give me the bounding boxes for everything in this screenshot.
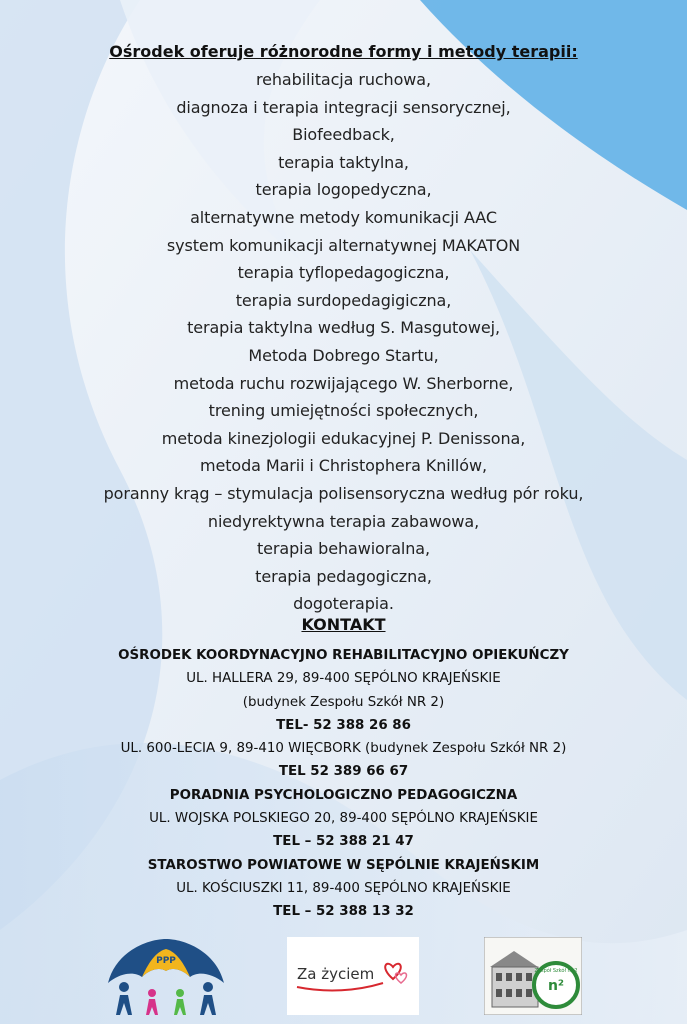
therapy-item: terapia behawioralna, xyxy=(256,539,431,559)
therapy-item: poranny krąg – stymulacja polisensoryczna według pór roku, xyxy=(103,483,584,503)
svg-text:n²: n² xyxy=(547,978,565,994)
contact-line: UL. WOJSKA POLSKIEGO 20, 89-400 SĘPÓLNO KRAJEŃSKIE xyxy=(149,811,538,827)
contact-line: (budynek Zespołu Szkół NR 2) xyxy=(242,694,445,710)
contact-line: TEL – 52 388 21 47 xyxy=(273,834,414,850)
contact-line: UL. KOŚCIUSZKI 11, 89-400 SĘPÓLNO KRAJEŃSKIE xyxy=(176,880,511,896)
therapy-item: terapia taktylna, xyxy=(278,152,409,172)
school-logo xyxy=(484,937,582,1015)
ppp-logo-text: PPP xyxy=(156,956,176,966)
ppp-logo xyxy=(102,937,230,1015)
contact-heading: KONTAKT xyxy=(301,615,386,634)
za-zyciem-text: Za życiem xyxy=(297,965,375,983)
therapy-item: alternatywne metody komunikacji AAC xyxy=(190,207,497,227)
contact-list xyxy=(0,644,687,924)
contact-line: STAROSTWO POWIATOWE W SĘPÓLNIE KRAJEŃSKIM xyxy=(147,857,540,873)
therapy-item: trening umiejętności społecznych, xyxy=(208,401,479,421)
contact-line: PORADNIA PSYCHOLOGICZNO PEDAGOGICZNA xyxy=(169,787,518,803)
school-logo-text: Zespół Szkół nr 2 xyxy=(534,968,578,974)
therapy-item: terapia logopedyczna, xyxy=(255,180,432,200)
therapy-item: terapia surdopedagigiczna, xyxy=(235,290,452,310)
za-zyciem-logo xyxy=(287,937,419,1015)
contact-line: TEL – 52 388 13 32 xyxy=(273,904,414,920)
therapy-item: Metoda Dobrego Startu, xyxy=(248,345,439,365)
therapy-item: Biofeedback, xyxy=(292,125,395,145)
therapy-item: terapia tyflopedagogiczna, xyxy=(237,263,450,283)
therapy-item: metoda ruchu rozwijającego W. Sherborne, xyxy=(173,373,514,393)
contact-line: TEL- 52 388 26 86 xyxy=(276,717,411,733)
therapies-heading: Ośrodek oferuje różnorodne formy i metody terapii: xyxy=(109,42,578,61)
therapy-item: niedyrektywna terapia zabawowa, xyxy=(207,511,480,531)
contact-line: TEL 52 389 66 67 xyxy=(278,764,409,780)
therapy-item: diagnoza i terapia integracji sensorycznej, xyxy=(176,97,511,117)
therapy-item: terapia pedagogiczna, xyxy=(255,566,432,586)
therapy-item: system komunikacji alternatywnej MAKATON xyxy=(166,235,521,255)
contact-line: UL. HALLERA 29, 89-400 SĘPÓLNO KRAJEŃSKIE xyxy=(186,671,501,687)
contact-line: UL. 600-LECIA 9, 89-410 WIĘCBORK (budynek Zespołu Szkół NR 2) xyxy=(120,741,567,757)
therapy-item: metoda kinezjologii edukacyjnej P. Denissona, xyxy=(161,428,526,448)
therapy-item: rehabilitacja ruchowa, xyxy=(256,70,431,89)
therapy-item: terapia taktylna według S. Masgutowej, xyxy=(187,318,500,338)
therapy-item: dogoterapia. xyxy=(293,594,394,614)
therapy-list xyxy=(0,66,687,618)
therapy-item: metoda Marii i Christophera Knillów, xyxy=(200,456,487,476)
contact-line: OŚRODEK KOORDYNACYJNO REHABILITACYJNO OPIEKUŃCZY xyxy=(118,648,569,663)
